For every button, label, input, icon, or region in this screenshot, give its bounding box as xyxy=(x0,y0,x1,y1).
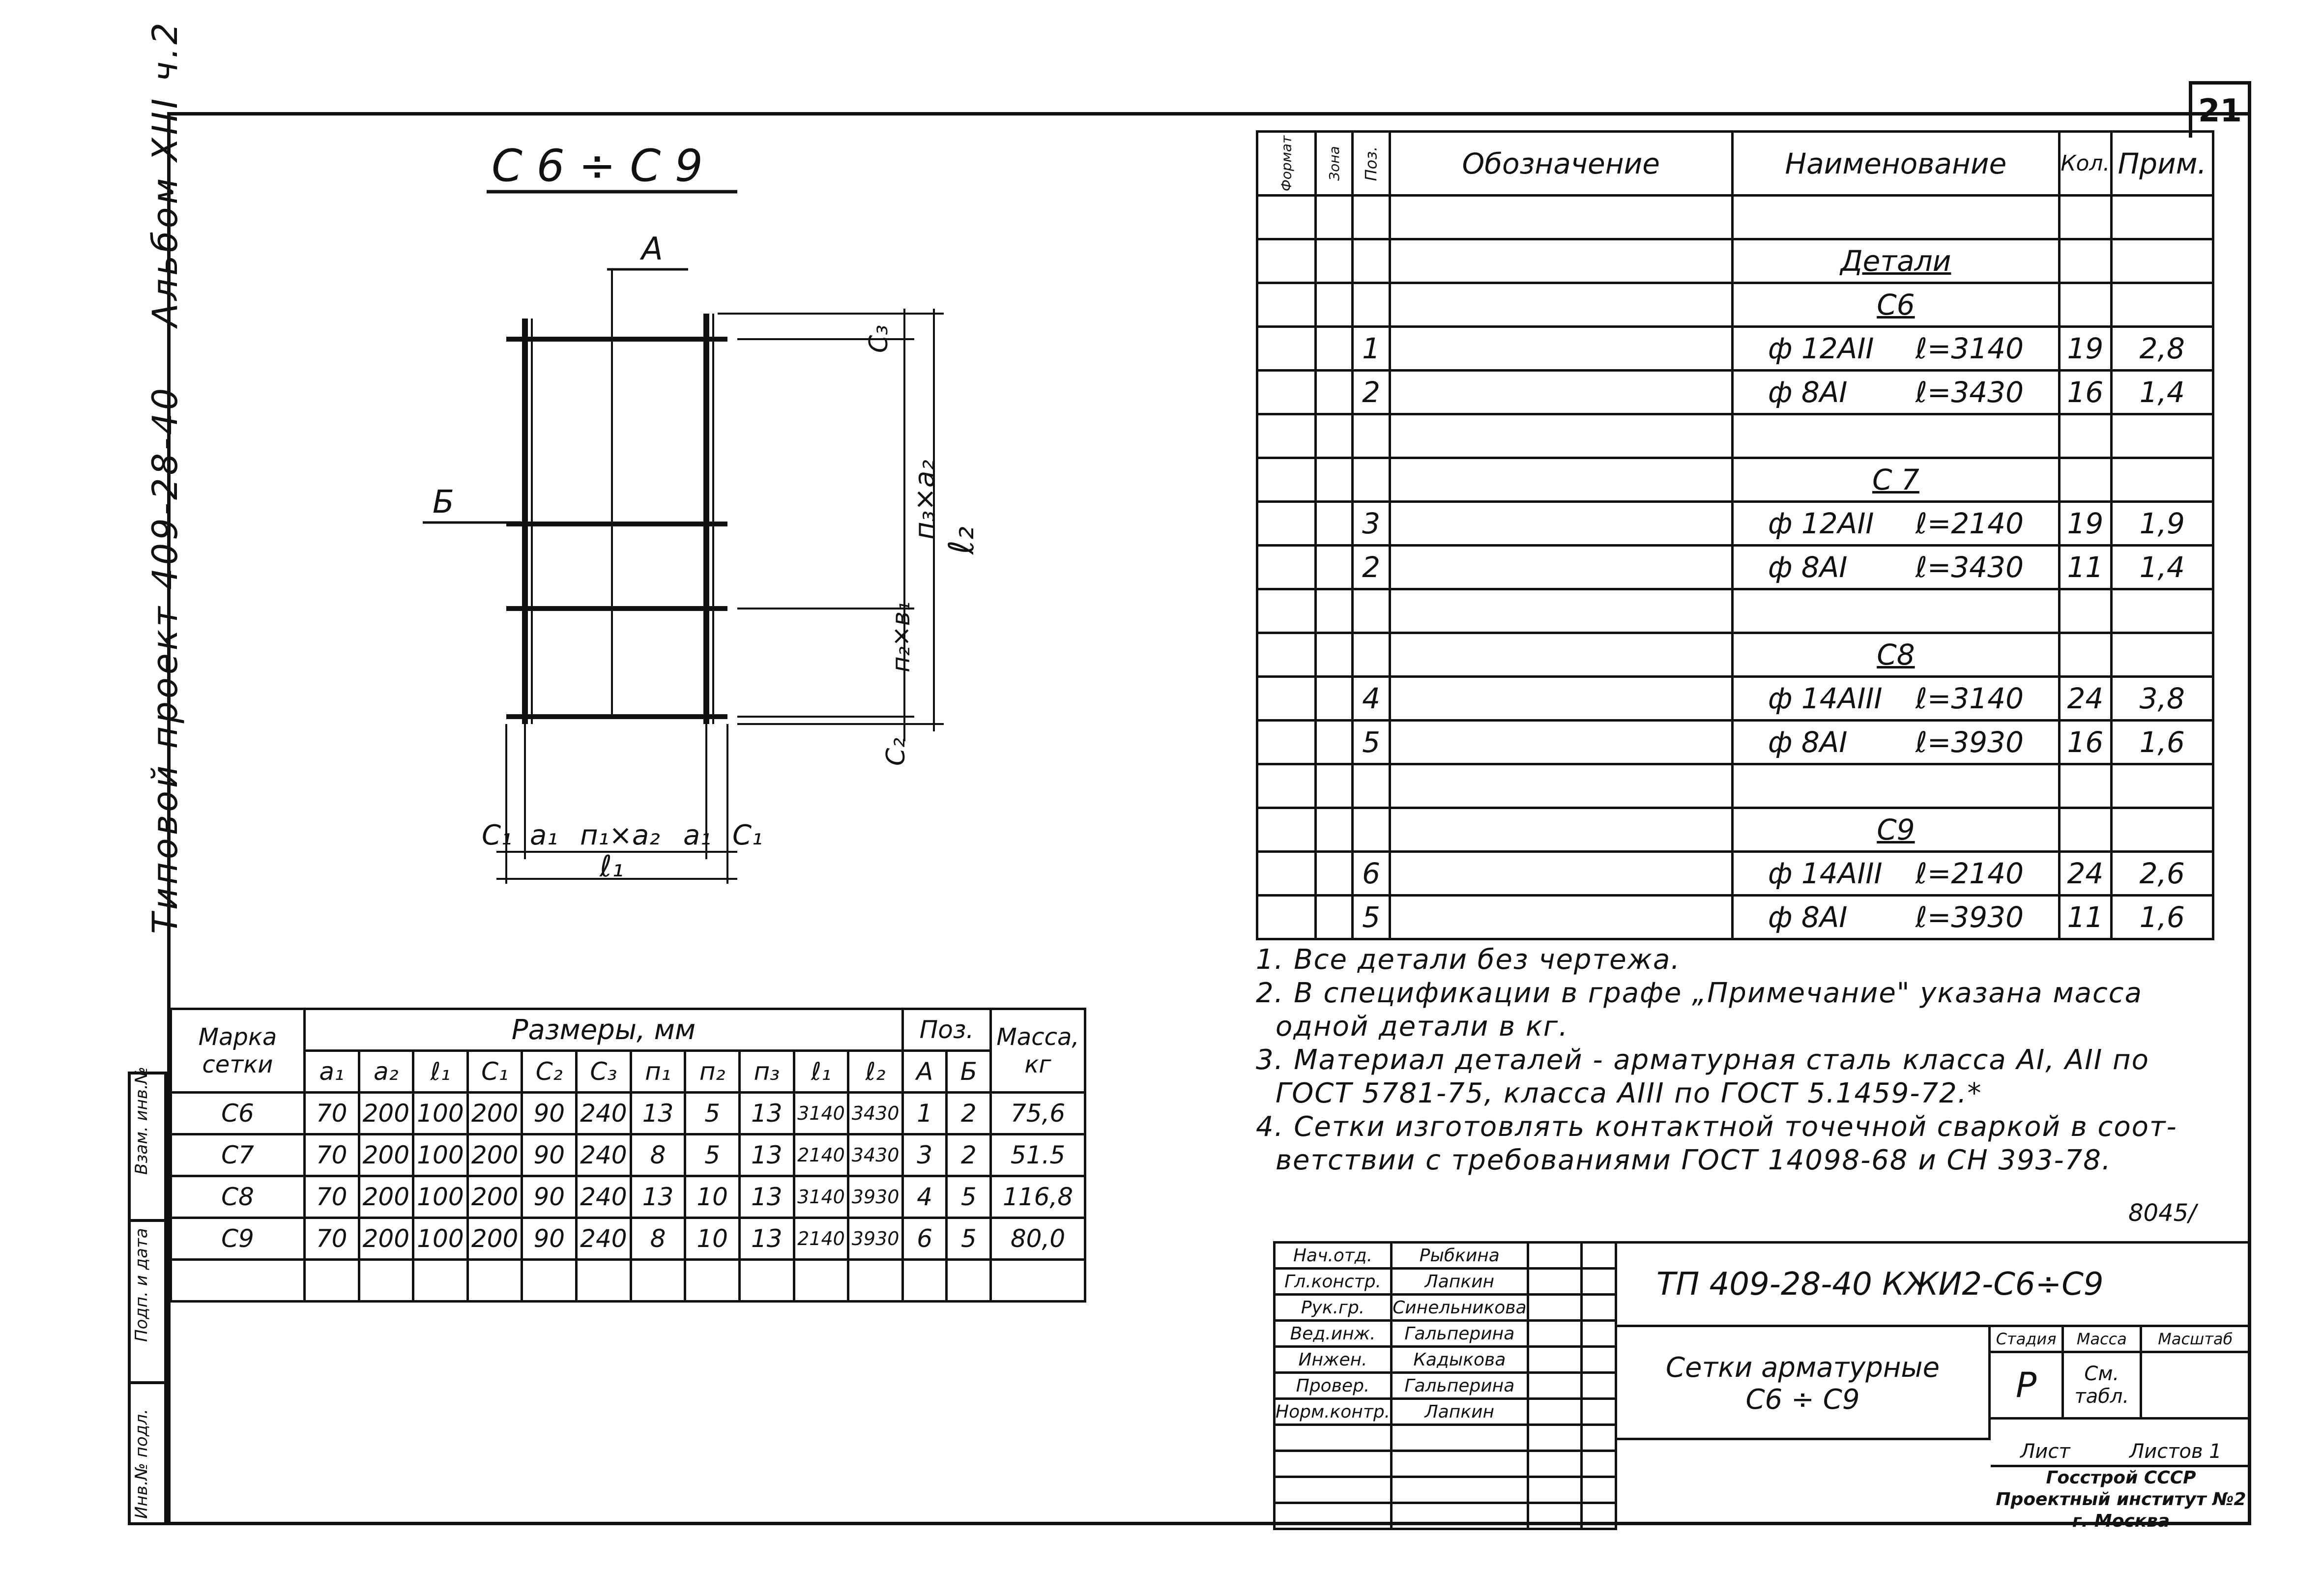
side-stamp-label-3: Инв.№ подл. xyxy=(132,1409,151,1519)
note-line: 1. Все детали без чертежа. xyxy=(1256,944,1681,976)
label-c3: С₃ xyxy=(864,324,894,353)
label-c2: С₂ xyxy=(881,737,911,766)
label-section-a: А xyxy=(641,231,663,267)
h-designation: Обозначение xyxy=(1390,132,1732,196)
note-line: 4. Сетки изготовлять контактной точечной сваркой в соот- xyxy=(1256,1111,2177,1143)
label-c1-left: С₁ xyxy=(482,819,512,851)
label-n3a2: п₃×а₂ xyxy=(909,460,941,540)
label-a1-right: а₁ xyxy=(683,819,711,851)
table-row: С7 70 200 100 200 90 240 8 5 13 2140 3430 3 2 51.5 xyxy=(171,1134,1085,1176)
table-row: 5 ф 8АI ℓ=3930 16 1,6 xyxy=(1257,721,2213,764)
stage-table: Стадия Масса Масштаб Р См. табл. xyxy=(1988,1325,2251,1420)
table-row: 1 ф 12АII ℓ=3140 19 2,8 xyxy=(1257,327,2213,371)
h-sizes: Размеры, мм xyxy=(304,1009,902,1051)
group-title: С 7 xyxy=(1732,458,2060,502)
side-title xyxy=(96,20,185,934)
side-stamp-label-2: Подп. и дата xyxy=(132,1228,151,1342)
drawing-title: С 6 ÷ С 9 xyxy=(492,140,703,192)
album-title: Альбом XIII ч.2 xyxy=(145,20,185,327)
note-line: одной детали в кг. xyxy=(1276,1011,1568,1043)
doc-title: Сетки арматурные С6 ÷ С9 xyxy=(1617,1327,1991,1440)
side-stamp-label-1: Взам. инв.№ xyxy=(132,1066,151,1175)
label-a1-left: а₁ xyxy=(530,819,558,851)
note-line: 2. В спецификации в графе „Примечание" указана масса xyxy=(1256,977,2143,1009)
h-mass: Масса, кг xyxy=(991,1009,1085,1093)
table-row: 3 ф 12АII ℓ=2140 19 1,9 xyxy=(1257,502,2213,546)
label-l2: ℓ₂ xyxy=(941,526,982,554)
dimensions-table: Марка сетки Размеры, мм Поз. Масса, кг а₁ а₂ ℓ₁ С₁ С₂ С₃ п₁ п₂ п₃ ℓ₁ ℓ₂ А Б С6 70 200 100 200 90 240 13 5 13 3140 3430 1 2 75,6 С7 70 200 100 200 90 240 8 5 13 2140 3430 3 2 51.5 С8 70 200 100 200 90 240 13 10 13 3140 3930 4 5 116,8 С9 70 200 100 200 90 240 8 10 13 2140 3930 6 5 80,0 xyxy=(170,1008,1086,1303)
drawing-code: 8045/ xyxy=(2128,1199,2197,1227)
doc-code: ТП 409-28-40 КЖИ2-С6÷С9 xyxy=(1617,1241,2251,1327)
label-c1-right: С₁ xyxy=(732,819,763,851)
group-title: С8 xyxy=(1732,633,2060,677)
h-pos: Поз. xyxy=(1353,132,1390,196)
notes xyxy=(1256,944,2214,1178)
table-row: 5 ф 8АI ℓ=3930 11 1,6 xyxy=(1257,896,2213,939)
label-n2b1: п₂×в₁ xyxy=(887,601,915,672)
h-pos: Поз. xyxy=(902,1009,990,1051)
h-zone: Зона xyxy=(1315,132,1353,196)
group-title: С9 xyxy=(1732,808,2060,852)
note-line: 3. Материал деталей - арматурная сталь класса АI, АII по xyxy=(1256,1044,2149,1076)
sheet-info: Лист Листов 1 xyxy=(1991,1440,2251,1467)
table-row: С6 70 200 100 200 90 240 13 5 13 3140 3430 1 2 75,6 xyxy=(171,1093,1085,1134)
group-title: С6 xyxy=(1732,283,2060,327)
h-name: Наименование xyxy=(1732,132,2060,196)
h-format: Формат xyxy=(1257,132,1316,196)
table-row: С8 70 200 100 200 90 240 13 10 13 3140 3930 4 5 116,8 xyxy=(171,1176,1085,1218)
table-row: 2 ф 8АI ℓ=3430 16 1,4 xyxy=(1257,371,2213,414)
label-section-b: Б xyxy=(433,484,454,521)
section-details: Детали xyxy=(1732,239,2060,283)
mesh-drawing xyxy=(167,112,1258,923)
note-line: ГОСТ 5781-75, класса АIII по ГОСТ 5.1459-72.* xyxy=(1276,1077,1982,1109)
table-row: С9 70 200 100 200 90 240 8 10 13 2140 3930 6 5 80,0 xyxy=(171,1218,1085,1260)
table-row: 4 ф 14АIII ℓ=3140 24 3,8 xyxy=(1257,677,2213,721)
h-qty: Кол. xyxy=(2060,132,2111,196)
note-line: ветствии с требованиями ГОСТ 14098-68 и СН 393-78. xyxy=(1276,1144,2112,1176)
title-block xyxy=(1273,1241,2251,1531)
h-mark: Марка сетки xyxy=(171,1009,305,1093)
h-note: Прим. xyxy=(2111,132,2213,196)
signature-table: Нач.отд. Рыбкина Гл.констр. Лапкин Рук.гр. Синельникова Вед.инж. Гальперина Инжен. Кадыкова Провер. Гальперина Норм.контр. Лапкин xyxy=(1273,1241,1617,1530)
project-title: Типовой проект 409-28-40 xyxy=(145,385,185,934)
organization: Госстрой СССР Проектный институт №2 г. Москва xyxy=(1996,1468,2246,1531)
sheet-number: 21 xyxy=(2189,81,2251,138)
specification-table xyxy=(1256,130,2214,940)
table-row: 2 ф 8АI ℓ=3430 11 1,4 xyxy=(1257,546,2213,589)
label-l1: ℓ₁ xyxy=(600,849,624,884)
label-n1a2: п₁×а₂ xyxy=(580,819,660,851)
table-row: 6 ф 14АIII ℓ=2140 24 2,6 xyxy=(1257,852,2213,896)
